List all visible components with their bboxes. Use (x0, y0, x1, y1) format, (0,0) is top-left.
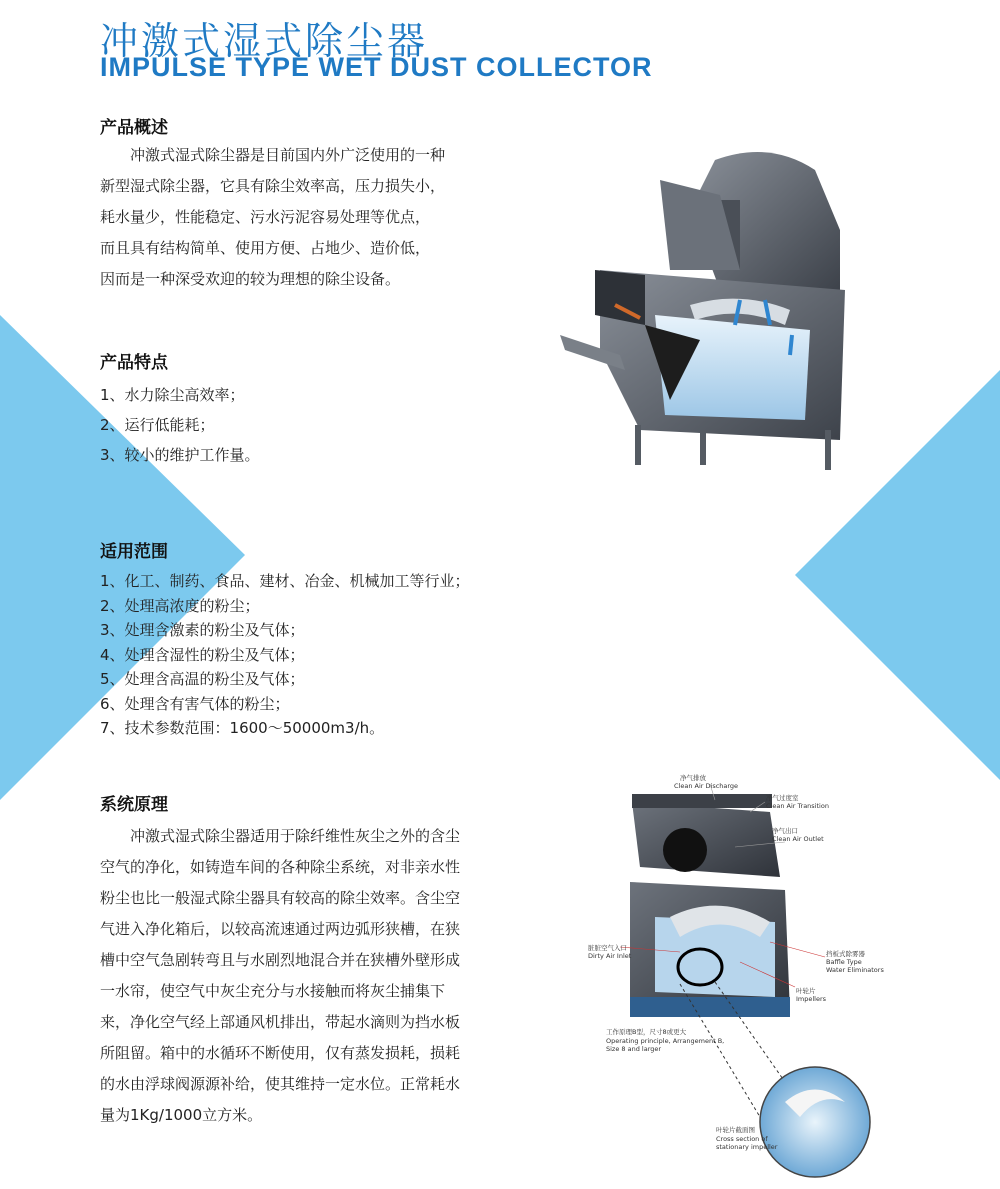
list-item: 6、处理含有害气体的粉尘； (100, 694, 290, 713)
page-title-en: IMPULSE TYPE WET DUST COLLECTOR (100, 52, 653, 82)
overview-line: 因而是一种深受欢迎的较为理想的除尘设备。 (100, 270, 401, 288)
page-title-cn: 冲激式湿式除尘器 (100, 19, 429, 63)
label-dirty-air-inlet-cn: 脏脏空气入口 (588, 944, 627, 952)
label-cross-section-en-2: stationary impeller (716, 1143, 778, 1151)
list-item: 3、较小的维护工作量。 (100, 446, 260, 464)
principle-line: 量为1Kg/1000立方米。 (100, 1106, 263, 1124)
list-item: 4、处理含湿性的粉尘及气体； (100, 645, 305, 664)
overview-text (100, 140, 445, 295)
label-clean-air-discharge-cn: 净气排放 (680, 774, 706, 782)
overview-line: 冲激式湿式除尘器是目前国内外广泛使用的一种 (130, 146, 446, 164)
features-list (100, 380, 260, 470)
list-item: 2、运行低能耗； (100, 416, 215, 434)
label-clean-air-discharge-en: Clean Air Discharge (674, 782, 739, 790)
label-cross-section-en-1: Cross section of (716, 1135, 768, 1143)
list-item: 7、技术参数范围：1600～50000m3/h。 (100, 719, 385, 737)
list-item: 2、处理高浓度的粉尘； (100, 596, 260, 615)
label-clean-air-transition-cn: 净气过度室 (766, 794, 799, 802)
label-clean-air-outlet-en: Clean Air Outlet (772, 835, 824, 843)
label-dirty-air-inlet-en: Dirty Air Inlet (588, 952, 632, 960)
label-operating-en-2: Size 8 and larger (606, 1045, 662, 1053)
label-impellers-en: Impellers (796, 995, 827, 1003)
overview-heading: 产品概述 (100, 118, 168, 138)
overview-line: 新型湿式除尘器，它具有除尘效率高，压力损失小， (100, 177, 446, 195)
label-baffle-cn: 挡板式除雾器 (826, 950, 865, 958)
principle-line: 槽中空气急剧转弯且与水剧烈地混合并在狭槽外壁形成 (100, 951, 461, 969)
scope-heading: 适用范围 (100, 542, 168, 562)
principle-line: 空气的净化，如铸造车间的各种除尘系统，对非亲水性 (100, 858, 461, 876)
principle-line: 来，净化空气经上部通风机排出，带起水滴则为挡水板 (100, 1013, 461, 1031)
principle-line: 一水帘，使空气中灰尘充分与水接触而将灰尘捕集下 (100, 982, 446, 1000)
operating-principle-diagram (570, 772, 990, 1182)
dust-collector-illustration (540, 140, 870, 500)
label-impellers-cn: 叶轮片 (796, 987, 816, 995)
features-heading: 产品特点 (100, 353, 168, 373)
principle-line: 冲激式湿式除尘器适用于除纤维性灰尘之外的含尘 (130, 827, 461, 845)
overview-line: 而且具有结构简单、使用方便、占地少、造价低， (100, 239, 431, 257)
label-clean-air-outlet-cn: 净气出口 (772, 827, 798, 835)
principle-text (100, 821, 460, 1131)
list-item: 5、处理含高温的粉尘及气体； (100, 670, 305, 688)
label-clean-air-transition-en: Clean Air Transition (766, 802, 829, 810)
principle-heading: 系统原理 (100, 795, 168, 815)
overview-line: 耗水量少，性能稳定、污水污泥容易处理等优点， (100, 208, 431, 226)
label-operating-cn: 工作原理B型，尺寸8或更大 (606, 1028, 687, 1036)
label-cross-section-cn: 叶轮片截面图 (716, 1126, 755, 1134)
list-item: 3、处理含激素的粉尘及气体； (100, 621, 305, 639)
principle-line: 气进入净化箱后，以较高流速通过两边弧形狭槽，在狭 (100, 920, 461, 938)
list-item: 1、化工、制药、食品、建材、冶金、机械加工等行业； (100, 572, 470, 590)
label-baffle-en-1: Baffle Type (826, 958, 862, 966)
list-item: 1、水力除尘高效率； (100, 386, 245, 404)
label-operating-en-1: Operating principle, Arrangement B, (606, 1037, 725, 1045)
principle-line: 粉尘也比一般湿式除尘器具有较高的除尘效率。含尘空 (100, 889, 461, 907)
label-baffle-en-2: Water Eliminators (826, 966, 884, 974)
principle-line: 的水由浮球阀源源补给，使其维持一定水位。正常耗水 (100, 1075, 461, 1093)
principle-line: 所阻留。箱中的水循环不断使用，仅有蒸发损耗，损耗 (100, 1044, 461, 1062)
scope-list (100, 569, 470, 741)
